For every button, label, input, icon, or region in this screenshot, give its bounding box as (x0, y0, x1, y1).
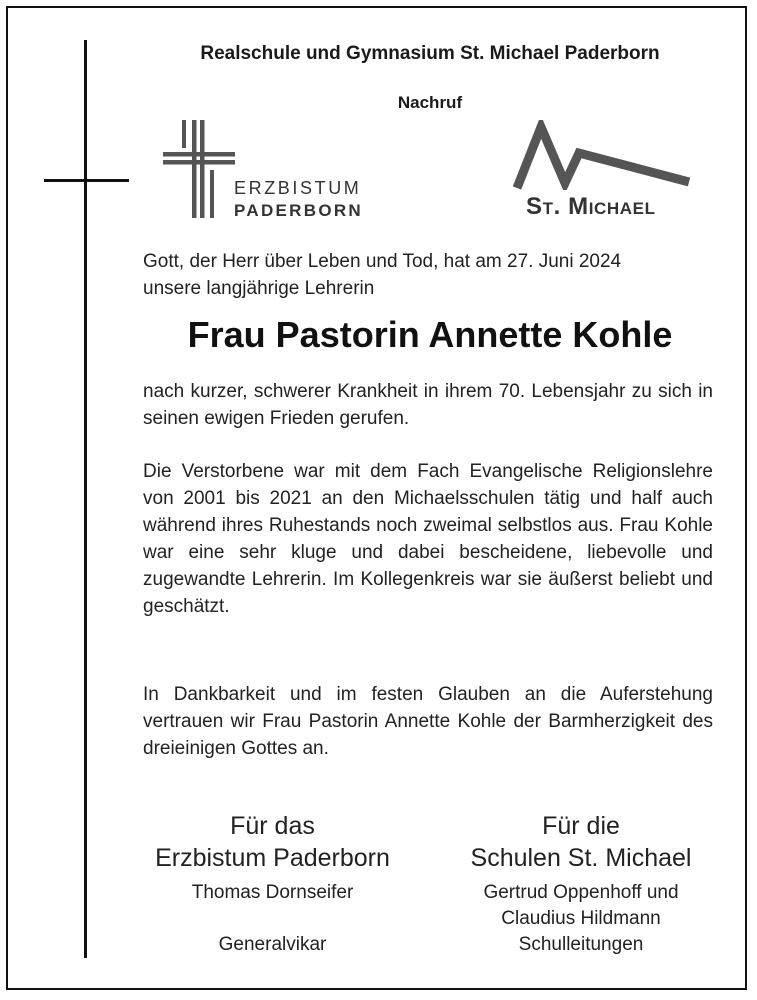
signature-left-role: Generalvikar (218, 934, 327, 955)
roof-logo-icon (512, 120, 692, 190)
mourning-cross-horizontal (44, 179, 129, 182)
signature-right-line2: Schulen St. Michael (470, 844, 692, 872)
intro-text (143, 248, 713, 302)
paragraph-2: Die Verstorbene war mit dem Fach Evangelische Religionslehre von 2001 bis 2021 an den Michaelsschulen tätig und half auch während ihres Ruhestands noch zweimal selbstlos aus. Frau Kohle war eine sehr kluge und dabei bescheidene, liebevolle und zugewandte Lehrerin. Im Kollegenkreis war sie äußerst beliebt und geschätzt. (143, 461, 713, 617)
deceased-name: Frau Pastorin Annette Kohle (187, 314, 673, 355)
paragraph-3: In Dankbarkeit und im festen Glauben an die Auferstehung vertrauen wir Frau Pastorin Annette Kohle der Barmherzigkeit des dreieinigen Gottes an. (143, 684, 713, 759)
signature-left-person: Thomas Dornseifer (191, 882, 354, 903)
intro-line-2: unsere langjährige Lehrerin (143, 278, 375, 299)
paragraph-1: nach kurzer, schwerer Krankheit in ihrem 70. Lebensjahr zu sich in seinen ewigen Frieden gerufen. (143, 381, 713, 429)
signature-right-person1: Gertrud Oppenhoff und (483, 882, 679, 903)
signature-left-line1: Für das (230, 812, 315, 840)
signature-right-line1: Für die (542, 812, 620, 840)
school-name: Realschule und Gymnasium St. Michael Paderborn (200, 43, 660, 64)
mourning-cross-vertical (84, 40, 87, 958)
signature-left (140, 810, 405, 958)
st-michael-logo-label: St. Michael (526, 193, 656, 220)
signature-right (442, 810, 720, 958)
signature-right-person2: Claudius Hildmann (501, 908, 661, 929)
signature-right-role: Schulleitungen (518, 934, 644, 955)
st-michael-logo (512, 120, 692, 225)
erzbistum-logo-line1: ERZBISTUM (234, 178, 362, 198)
signature-left-line2: Erzbistum Paderborn (155, 844, 390, 872)
erzbistum-logo-line2: PADERBORN (234, 201, 364, 220)
erzbistum-logo (160, 118, 364, 223)
notice-heading: Nachruf (397, 93, 463, 112)
cross-logo-icon (160, 118, 240, 223)
intro-line-1: Gott, der Herr über Leben und Tod, hat am 27. Juni 2024 (143, 251, 622, 272)
st-michael-logo-text (526, 193, 656, 221)
